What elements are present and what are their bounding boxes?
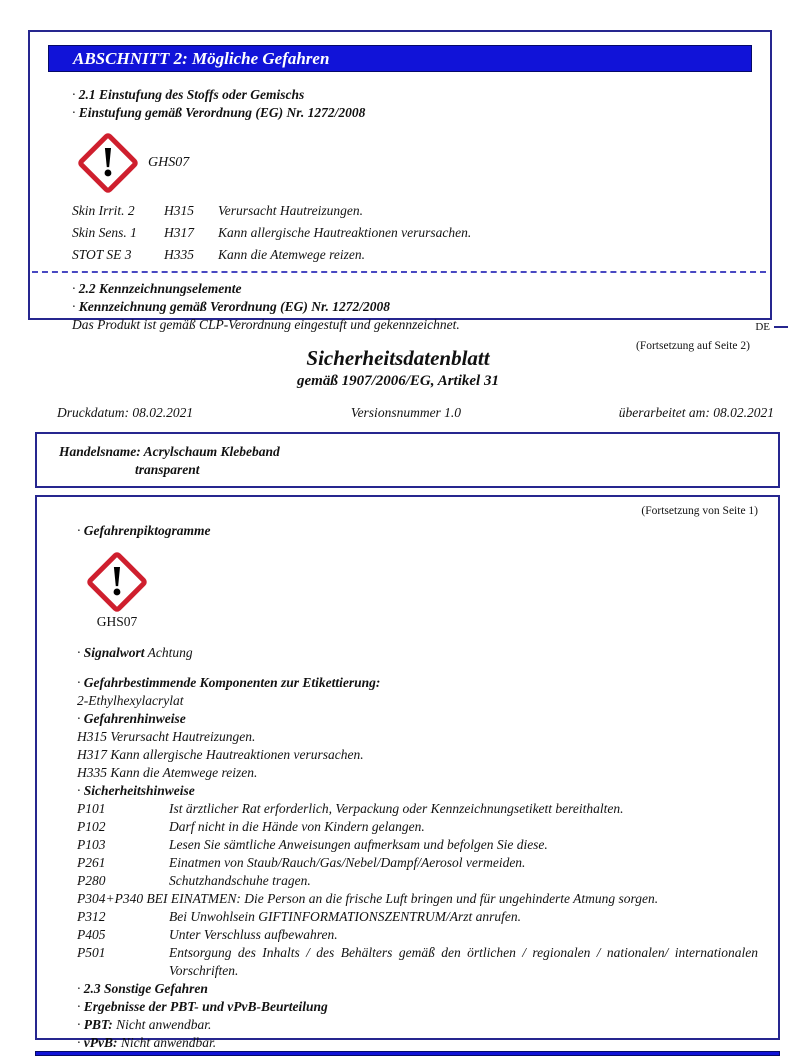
precaution-row bbox=[77, 800, 758, 818]
precaution-row bbox=[77, 872, 758, 890]
document-subtitle: gemäß 1907/2006/EG, Artikel 31 bbox=[297, 373, 499, 389]
heading-pbt-results: · Ergebnisse der PBT- und vPvB-Beurteilung bbox=[77, 998, 758, 1016]
heading-hazard-statements: · Gefahrenhinweise bbox=[77, 710, 758, 728]
section-header-bar: ABSCHNITT 2: Mögliche Gefahren bbox=[48, 45, 752, 72]
hazard-row bbox=[72, 222, 750, 244]
hazard-row bbox=[72, 244, 750, 266]
precaution-code: P405 bbox=[77, 927, 106, 942]
trade-name-line2: transparent bbox=[135, 462, 200, 477]
signal-word-row bbox=[77, 644, 758, 662]
heading-pictograms: · Gefahrenpiktogramme bbox=[77, 522, 758, 540]
hazard-text: Verursacht Hautreizungen. bbox=[218, 203, 363, 218]
hazard-code: H315 bbox=[164, 203, 194, 218]
heading-label-components: · Gefahrbestimmende Komponenten zur Etikettierung: bbox=[77, 674, 758, 692]
hazard-row bbox=[72, 200, 750, 222]
hazard-class: STOT SE 3 bbox=[72, 247, 132, 262]
hazard-code: H317 bbox=[164, 225, 194, 240]
date-version-row bbox=[57, 405, 774, 421]
revision-date: überarbeitet am: 08.02.2021 bbox=[618, 405, 774, 420]
hazard-statement: H315 Verursacht Hautreizungen. bbox=[77, 729, 256, 744]
precaution-text: Bei Unwohlsein GIFTINFORMATIONSZENTRUM/Arzt anrufen. bbox=[169, 909, 521, 924]
hazard-text: Kann allergische Hautreaktionen verursachen. bbox=[218, 225, 472, 240]
ghs-pictogram-row bbox=[74, 128, 750, 198]
precaution-code: P304+P340 bbox=[77, 891, 144, 906]
exclamation-mark-glyph: ! bbox=[110, 559, 124, 605]
heading-classification-regulation: · Einstufung gemäß Verordnung (EG) Nr. 1272/2008 bbox=[72, 104, 750, 122]
precaution-text: Ist ärztlicher Rat erforderlich, Verpackung oder Kennzeichnungsetikett bereithalten. bbox=[169, 801, 624, 816]
heading-2-1: · 2.1 Einstufung des Stoffs oder Gemischs bbox=[72, 86, 750, 104]
document-title-block bbox=[0, 346, 796, 390]
precaution-code: P501 bbox=[77, 945, 106, 960]
hazard-statement: H335 Kann die Atemwege reizen. bbox=[77, 765, 258, 780]
precaution-row bbox=[77, 890, 758, 908]
version-number: Versionsnummer 1.0 bbox=[350, 405, 462, 420]
heading-labelling-regulation: · Kennzeichnung gemäß Verordnung (EG) Nr. 1272/2008 bbox=[72, 298, 750, 316]
precaution-row bbox=[77, 836, 758, 854]
precaution-row bbox=[77, 944, 758, 980]
language-code: DE bbox=[755, 321, 770, 333]
precaution-code: P280 bbox=[77, 873, 106, 888]
precaution-text: Lesen Sie sämtliche Anweisungen aufmerksam und befolgen Sie diese. bbox=[169, 837, 548, 852]
hazard-class: Skin Sens. 1 bbox=[72, 225, 137, 240]
print-date: Druckdatum: 08.02.2021 bbox=[57, 405, 194, 420]
precaution-code: P101 bbox=[77, 801, 106, 816]
next-section-bar-edge bbox=[35, 1051, 780, 1056]
exclamation-mark-glyph: ! bbox=[101, 140, 115, 186]
precaution-code: P103 bbox=[77, 837, 106, 852]
hazard-code: H335 bbox=[164, 247, 194, 262]
label-component-value: 2-Ethylhexylacrylat bbox=[77, 693, 184, 708]
hazard-statement: H317 Kann allergische Hautreaktionen verursachen. bbox=[77, 747, 364, 762]
vpvb-row bbox=[77, 1034, 758, 1052]
clp-statement: Das Produkt ist gemäß CLP-Verordnung eingestuft und gekennzeichnet. bbox=[72, 317, 460, 332]
section-2-continuation-box bbox=[35, 495, 780, 1050]
hazard-text: Kann die Atemwege reizen. bbox=[218, 247, 365, 262]
heading-2-2: · 2.2 Kennzeichnungselemente bbox=[72, 280, 750, 298]
pbt-row bbox=[77, 1016, 758, 1034]
trade-name: Handelsname: Acrylschaum Klebeband bbox=[59, 444, 280, 459]
vpvb-value: Nicht anwendbar. bbox=[120, 1035, 217, 1050]
de-separator-line bbox=[774, 326, 788, 328]
dashed-separator bbox=[32, 271, 766, 273]
signal-word-value: Achtung bbox=[147, 645, 193, 660]
precaution-text: Darf nicht in die Hände von Kindern gelangen. bbox=[169, 819, 425, 834]
ghs07-exclamation-icon bbox=[74, 129, 142, 197]
precaution-row bbox=[77, 854, 758, 872]
heading-precautionary-statements: · Sicherheitshinweise bbox=[77, 782, 758, 800]
precaution-text: Unter Verschluss aufbewahren. bbox=[169, 927, 338, 942]
pbt-label: PBT: bbox=[83, 1017, 113, 1032]
pbt-value: Nicht anwendbar. bbox=[116, 1017, 212, 1032]
continuation-note: (Fortsetzung auf Seite 2) bbox=[635, 340, 750, 352]
ghs07-exclamation-icon bbox=[83, 548, 151, 616]
precaution-text: Entsorgung des Inhalts / des Behälters gemäß den örtlichen / regionalen / nationalen/ internationalen Vorschriften. bbox=[169, 945, 758, 978]
precaution-code: P102 bbox=[77, 819, 106, 834]
hazard-class: Skin Irrit. 2 bbox=[72, 203, 135, 218]
signal-word-label: Signalwort bbox=[83, 645, 145, 660]
heading-2-3: · 2.3 Sonstige Gefahren bbox=[77, 980, 758, 998]
continuation-from-note: (Fortsetzung von Seite 1) bbox=[641, 505, 758, 517]
precaution-text: Schutzhandschuhe tragen. bbox=[169, 873, 311, 888]
precaution-text: Einatmen von Staub/Rauch/Gas/Nebel/Dampf/Aerosol vermeiden. bbox=[169, 855, 526, 870]
section-2-box bbox=[28, 30, 772, 352]
document-title: Sicherheitsdatenblatt bbox=[306, 346, 490, 370]
precaution-row bbox=[77, 818, 758, 836]
precaution-row bbox=[77, 926, 758, 944]
precaution-row bbox=[77, 908, 758, 926]
precaution-code: P312 bbox=[77, 909, 106, 924]
ghs07-label: GHS07 bbox=[96, 614, 138, 629]
precaution-text: BEI EINATMEN: Die Person an die frische Luft bringen und für ungehinderte Atmung sorgen. bbox=[146, 891, 659, 906]
ghs07-label: GHS07 bbox=[148, 155, 190, 170]
ghs-pictogram-block bbox=[83, 548, 163, 630]
precaution-code: P261 bbox=[77, 855, 106, 870]
vpvb-label: vPvB: bbox=[83, 1035, 118, 1050]
trade-name-box bbox=[35, 432, 780, 488]
page-footer-language bbox=[755, 321, 788, 333]
